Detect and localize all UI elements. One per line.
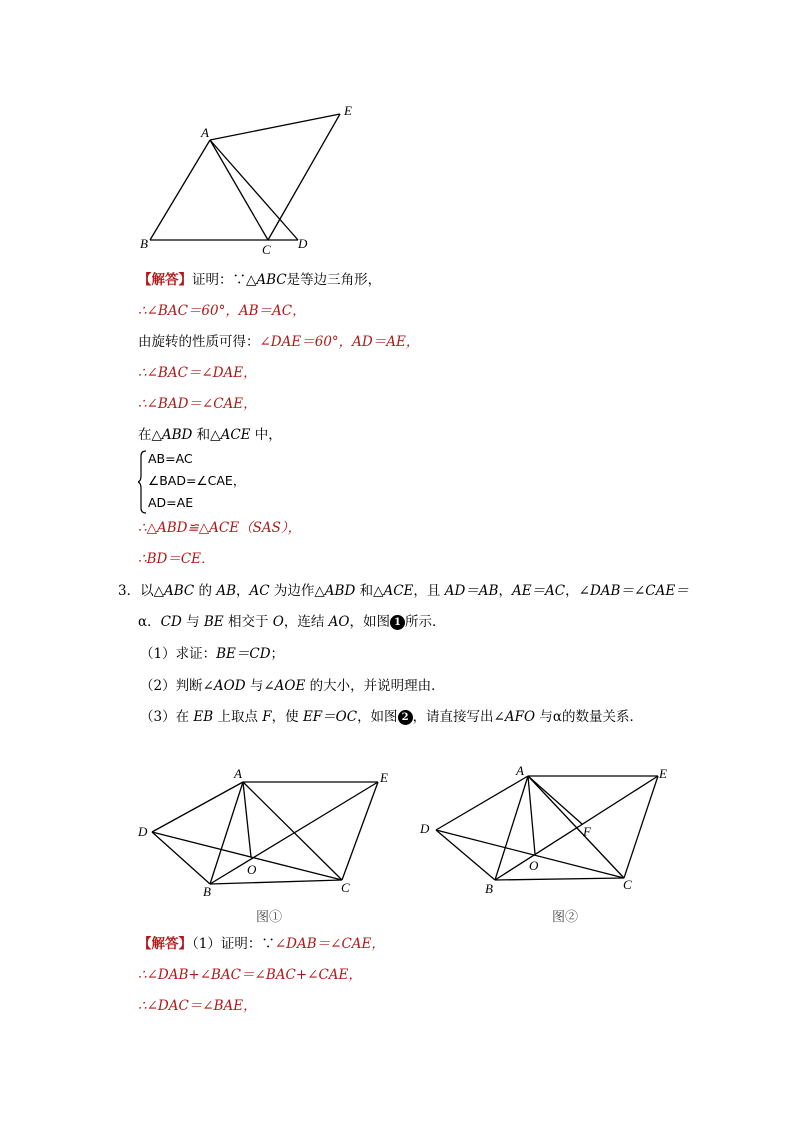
fig2-label-E: E xyxy=(659,766,667,781)
solution1-line6: 在△ABD 和△ACE 中， xyxy=(138,427,282,443)
left-brace xyxy=(138,450,148,514)
solution1-line7: ∴△ABD≌△ACE（SAS）， xyxy=(138,520,302,536)
solution3-line1: 【解答】（1）证明：∵∠DAB＝∠CAE， xyxy=(138,936,385,952)
fig1-label-C: C xyxy=(341,880,350,895)
question3-part2: （2）判断∠AOD 与∠AOE 的大小，并说明理由． xyxy=(140,678,445,694)
system-row-2: ∠BAD=∠CAE， xyxy=(148,473,246,488)
label-D: D xyxy=(298,236,308,251)
fig1-label-E: E xyxy=(380,770,388,785)
solution3-line2: ∴∠DAB+∠BAC＝∠BAC+∠CAE， xyxy=(138,967,362,983)
question-number: 3． xyxy=(118,583,141,599)
fig1-label-D: D xyxy=(138,824,148,839)
circled-number-1: 1 xyxy=(390,615,405,630)
solution1-line5: ∴∠BAD＝∠CAE， xyxy=(138,396,257,412)
fig2-label-O: O xyxy=(529,858,539,873)
answer-tag: 【解答】 xyxy=(138,272,192,288)
figure-2-caption: 图② xyxy=(552,910,579,925)
fig1-label-O: O xyxy=(247,862,257,877)
label-A: A xyxy=(201,125,209,140)
question3-part3: （3）在 EB 上取点 F，使 EF＝OC，如图 2 ，请直接写出∠AFO 与α的数量关系． xyxy=(140,709,643,725)
solution1-line3: 由旋转的性质可得：∠DAE＝60°，AD＝AE， xyxy=(138,334,420,350)
fig1-label-A: A xyxy=(234,766,242,781)
label-E: E xyxy=(344,103,352,118)
figure-2 xyxy=(410,758,680,898)
equation-system xyxy=(138,450,278,514)
segment-AD xyxy=(210,140,298,240)
question3-line1: 3．以△ABC 的 AB，AC 为边作△ABD 和△ACE，且 AD＝AB，AE＝AC，∠DAB＝∠CAE＝ xyxy=(118,583,689,599)
label-C: C xyxy=(262,242,271,257)
segment-AB xyxy=(150,140,210,240)
figure-1-caption: 图① xyxy=(256,910,283,925)
segment-AC xyxy=(210,140,268,240)
solution3-line3: ∴∠DAC＝∠BAE， xyxy=(138,998,257,1014)
segment-EC xyxy=(268,114,340,240)
question3-line2: α．CD 与 BE 相交于 O，连结 AO，如图 1 所示． xyxy=(138,614,446,630)
segment-AE xyxy=(210,114,340,140)
fig2-label-A: A xyxy=(516,763,524,778)
solution1-line4: ∴∠BAC＝∠DAE， xyxy=(138,365,257,381)
figure-rotation-triangle xyxy=(130,100,370,260)
solution1-line8: ∴BD＝CE． xyxy=(138,551,215,567)
fig2-label-F: F xyxy=(583,824,591,839)
label-B: B xyxy=(140,236,148,251)
system-row-1: AB=AC xyxy=(148,451,193,466)
circled-number-2: 2 xyxy=(398,710,413,725)
answer-tag-2: 【解答】 xyxy=(138,936,192,952)
fig2-label-B: B xyxy=(485,881,493,896)
fig1-label-B: B xyxy=(203,884,211,899)
figure-1 xyxy=(130,760,400,900)
system-row-3: AD=AE xyxy=(148,495,194,510)
solution1-line1: 【解答】证明：∵△ABC是等边三角形， xyxy=(138,272,382,288)
solution1-line2: ∴∠BAC＝60°，AB＝AC， xyxy=(138,303,306,319)
question3-part1: （1）求证：BE＝CD； xyxy=(140,646,285,662)
fig2-label-C: C xyxy=(623,877,632,892)
fig2-label-D: D xyxy=(420,821,430,836)
